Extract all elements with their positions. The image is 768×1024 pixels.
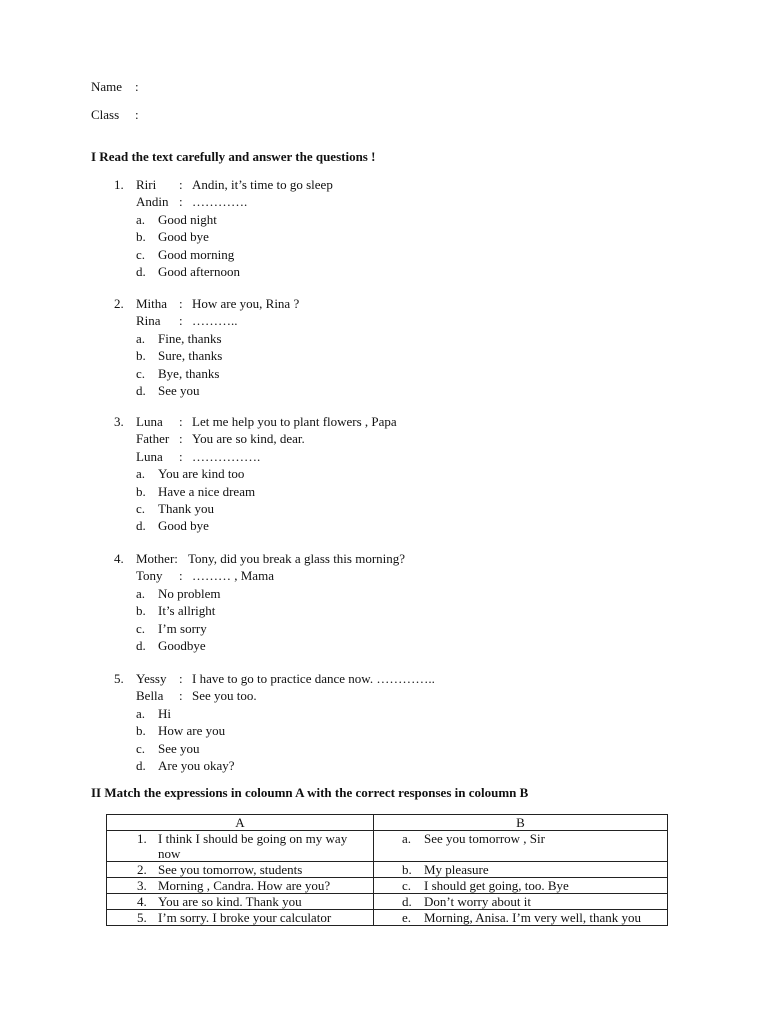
option-letter: c. — [136, 246, 146, 262]
expression-text: You are so kind. Thank you — [158, 894, 302, 909]
dialogue-line — [114, 448, 674, 465]
speaker: Father — [136, 431, 170, 447]
response-text: Morning, Anisa. I’m very well, thank you — [424, 910, 641, 925]
dialogue-line — [114, 295, 674, 312]
utterance: ……….. — [192, 313, 238, 329]
option-text: No problem — [158, 585, 221, 601]
speaker: Bella — [136, 688, 164, 704]
dialogue-line — [114, 176, 674, 193]
response-text: See you tomorrow , Sir — [424, 831, 545, 846]
option — [114, 347, 674, 364]
speaker: Mother: — [136, 551, 178, 566]
option-letter: c. — [136, 740, 146, 756]
option — [114, 228, 674, 245]
option-text: Bye, thanks — [158, 365, 220, 381]
dialogue-line — [114, 670, 674, 687]
option — [114, 246, 674, 263]
class-label: Class — [91, 107, 120, 122]
table-row — [107, 831, 668, 862]
question-4 — [114, 550, 674, 654]
expression-number: 4. — [137, 894, 147, 909]
utterance: …………. — [192, 194, 248, 210]
option-letter: a. — [136, 705, 146, 721]
option-text: Have a nice dream — [158, 483, 256, 499]
option-letter: a. — [136, 585, 146, 601]
option-letter: b. — [136, 483, 146, 499]
option — [114, 585, 674, 602]
expression-number: 1. — [137, 831, 147, 846]
expression-cell — [107, 831, 374, 862]
option — [114, 500, 674, 517]
option-letter: d. — [136, 382, 146, 398]
dialogue-line — [114, 430, 674, 447]
speaker-separator: : — [179, 177, 183, 192]
speaker: Rina — [136, 313, 161, 329]
table-row — [107, 878, 668, 894]
response-text: I should get going, too. Bye — [424, 878, 569, 893]
speaker-separator: : — [179, 688, 183, 704]
response-letter: c. — [402, 878, 412, 893]
option-text: I’m sorry — [158, 620, 207, 636]
option — [114, 722, 674, 739]
option-letter: d. — [136, 757, 146, 773]
speaker: Luna — [136, 414, 163, 429]
utterance: ……………. — [192, 448, 261, 464]
question-3 — [114, 413, 674, 535]
option-text: Are you okay? — [158, 757, 235, 773]
response-letter: a. — [402, 831, 412, 846]
option — [114, 757, 674, 774]
option — [114, 330, 674, 347]
option-letter: b. — [136, 603, 146, 619]
utterance: How are you, Rina ? — [192, 296, 300, 311]
option-text: Fine, thanks — [158, 330, 222, 346]
option-text: Good morning — [158, 246, 235, 262]
dialogue-line — [114, 312, 674, 329]
speaker-separator: : — [179, 414, 183, 429]
expression-number: 2. — [137, 862, 147, 877]
table-row — [107, 862, 668, 878]
speaker-separator: : — [179, 296, 183, 311]
expression-cell — [107, 910, 374, 926]
expression-cell — [107, 894, 374, 910]
speaker: Riri — [136, 177, 157, 192]
option-text: See you — [158, 382, 200, 398]
dialogue-line — [114, 413, 674, 430]
question-number: 3. — [114, 414, 124, 429]
response-letter: e. — [402, 910, 412, 925]
speaker-separator: : — [179, 431, 183, 447]
table-row — [107, 910, 668, 926]
utterance: Let me help you to plant flowers , Papa — [192, 414, 397, 429]
utterance: ……… , Mama — [192, 568, 274, 584]
option-letter: b. — [136, 229, 146, 245]
option-text: Good bye — [158, 229, 209, 245]
name-label: Name — [91, 79, 123, 94]
response-letter: d. — [402, 894, 412, 909]
expression-number: 3. — [137, 878, 147, 893]
utterance: You are so kind, dear. — [192, 431, 305, 447]
question-number: 1. — [114, 177, 124, 192]
option-text: You are kind too — [158, 466, 245, 482]
question-1 — [114, 176, 674, 280]
option — [114, 382, 674, 399]
speaker-separator: : — [179, 313, 183, 329]
speaker-separator: : — [179, 194, 183, 210]
name-colon: : — [135, 79, 139, 94]
option — [114, 517, 674, 534]
section-1-heading: I Read the text carefully and answer the questions ! — [91, 149, 376, 164]
table-header-row — [107, 815, 668, 831]
expression-text: See you tomorrow, students — [158, 862, 303, 877]
option-letter: a. — [136, 330, 146, 346]
response-cell — [374, 862, 668, 878]
option — [114, 620, 674, 637]
response-cell — [374, 894, 668, 910]
section-2-heading: II Match the expressions in coloumn A with the correct responses in coloumn B — [91, 785, 529, 800]
table-row — [107, 894, 668, 910]
option-text: Good bye — [158, 518, 209, 534]
utterance: I have to go to practice dance now. ………….. — [192, 671, 435, 686]
dialogue-line — [114, 687, 674, 704]
option-letter: c. — [136, 620, 146, 636]
question-number: 5. — [114, 671, 124, 686]
speaker: Luna — [136, 448, 163, 464]
option-letter: b. — [136, 348, 146, 364]
class-colon: : — [135, 107, 139, 122]
column-a-header: A — [107, 815, 374, 831]
dialogue-line — [114, 567, 674, 584]
option-text: Good night — [158, 211, 217, 227]
speaker: Mitha — [136, 296, 168, 311]
response-cell — [374, 831, 668, 862]
option — [114, 263, 674, 280]
expression-text: I’m sorry. I broke your calculator — [158, 910, 332, 925]
speaker-separator: : — [179, 568, 183, 584]
option-text: How are you — [158, 723, 226, 739]
dialogue-line — [114, 193, 674, 210]
response-letter: b. — [402, 862, 412, 877]
matching-table — [106, 814, 668, 926]
option-letter: a. — [136, 466, 146, 482]
option — [114, 705, 674, 722]
option-text: Sure, thanks — [158, 348, 223, 364]
question-5 — [114, 670, 674, 774]
question-number: 4. — [114, 551, 124, 566]
speaker: Yessy — [136, 671, 167, 686]
option-text: Good afternoon — [158, 263, 240, 279]
speaker: Andin — [136, 194, 169, 210]
speaker-separator: : — [179, 448, 183, 464]
option-text: Hi — [158, 705, 171, 721]
option-text: It’s allright — [158, 603, 216, 619]
expression-text: I think I should be going on my way now — [158, 831, 348, 861]
expression-cell — [107, 862, 374, 878]
option — [114, 637, 674, 654]
expression-text: Morning , Candra. How are you? — [158, 878, 331, 893]
utterance: See you too. — [192, 688, 257, 704]
response-text: Don’t worry about it — [424, 894, 531, 909]
option-letter: c. — [136, 365, 146, 381]
response-cell — [374, 910, 668, 926]
option-text: Thank you — [158, 500, 214, 516]
option-text: Goodbye — [158, 637, 206, 653]
option — [114, 602, 674, 619]
speaker-separator: : — [179, 671, 183, 686]
response-cell — [374, 878, 668, 894]
question-number: 2. — [114, 296, 124, 311]
option-letter: d. — [136, 263, 146, 279]
speaker: Tony — [136, 568, 163, 584]
option — [114, 365, 674, 382]
option — [114, 740, 674, 757]
response-text: My pleasure — [424, 862, 489, 877]
option-letter: c. — [136, 500, 146, 516]
option — [114, 211, 674, 228]
option — [114, 483, 674, 500]
column-b-header: B — [374, 815, 668, 831]
utterance: Andin, it’s time to go sleep — [192, 177, 333, 192]
option-letter: d. — [136, 637, 146, 653]
dialogue-line — [114, 550, 674, 567]
expression-number: 5. — [137, 910, 147, 925]
expression-cell — [107, 878, 374, 894]
option-letter: b. — [136, 723, 146, 739]
option — [114, 465, 674, 482]
utterance: Tony, did you break a glass this morning? — [188, 551, 406, 566]
question-2 — [114, 295, 674, 399]
option-text: See you — [158, 740, 200, 756]
option-letter: a. — [136, 211, 146, 227]
option-letter: d. — [136, 518, 146, 534]
